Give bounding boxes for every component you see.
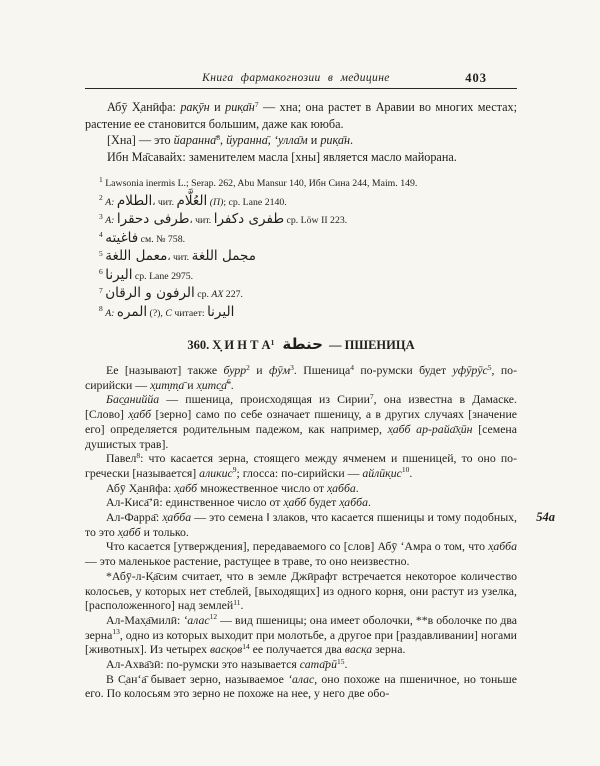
body-paragraph: [85, 569, 517, 613]
text-run: 227.: [223, 289, 243, 300]
body-paragraph: [85, 363, 517, 392]
text-run: по-румски будет: [353, 363, 453, 377]
footnote-item: [85, 192, 517, 211]
section-number: 360.: [187, 338, 210, 352]
text-run: .: [409, 465, 413, 480]
text-run: АХ: [211, 289, 224, 300]
footnote-item: [85, 210, 517, 229]
text-run: айлӣк̣ис: [362, 465, 402, 480]
text-run: х̣абба: [162, 510, 192, 525]
text-run: , оно похоже на пшеничное, но тоньше его. По колосьям это зерно не похоже на нее, у него две обо-: [85, 671, 517, 701]
footnote-item: [85, 303, 517, 322]
text-run: х̣абб: [117, 524, 141, 539]
text-run: .: [344, 657, 348, 672]
footnote-ref: 10: [401, 465, 410, 475]
text-run: Ал-Ахва̄зӣ: по-румски это называется: [106, 657, 300, 672]
text-run: ‘алас: [288, 671, 315, 686]
text-run: ، чит.: [189, 215, 214, 226]
text-run: ,: [219, 133, 227, 147]
text-run: . Пшеница: [293, 363, 351, 377]
text-run: йуранна̄, ‘улла̄м: [226, 133, 308, 147]
footnote-ref: 3: [99, 211, 103, 221]
intro-section: [85, 99, 517, 165]
text-run: рик̣а̄н: [225, 100, 255, 114]
footnote-ref: 5: [487, 362, 492, 372]
body-paragraph: [85, 392, 517, 451]
text-run: аликис: [199, 465, 233, 480]
text-run: Ибн Ма̄савайх: заменителем масла [хны] является масло майорана.: [107, 149, 457, 164]
intro-paragraph: [85, 132, 517, 149]
body-paragraph: [85, 510, 555, 539]
text-run: х̣абб ар-райа̄х̣ӣн: [387, 421, 473, 436]
text-run: будет: [306, 495, 340, 510]
text-run: — это маленькое растение, растущее в траве, то оно неизвестно.: [85, 554, 410, 569]
footnote-ref: 1: [270, 337, 275, 347]
arabic-text: اليرنا: [105, 266, 133, 283]
body-paragraph: [85, 672, 517, 701]
text-run: [Хна] — это: [107, 133, 174, 147]
text-run: А:: [105, 307, 115, 319]
text-run: бурр: [223, 363, 247, 377]
text-run: х̣абб: [283, 495, 307, 510]
page-header: [85, 72, 517, 89]
arabic-text: معمل اللغة: [105, 248, 168, 264]
text-run: А:: [105, 215, 115, 226]
body-paragraph: [85, 495, 517, 510]
text-run: и: [249, 363, 269, 377]
section-title-russian: ПШЕНИЦА: [344, 338, 415, 352]
text-run: ; ср. Lane 2140.: [223, 196, 287, 208]
text-run: х̣абба: [327, 480, 356, 495]
text-run: — вид пшеницы; она имеет оболочки, **в оболочке по два зерна: [85, 612, 517, 642]
text-run: [семена душистых трав].: [85, 421, 517, 451]
arabic-text: طرفى دحقرا: [116, 211, 190, 227]
arabic-text: العُلَّام: [176, 192, 208, 209]
text-run: и: [307, 133, 321, 147]
footnote-ref: 4: [350, 362, 354, 372]
text-run: х̣абб: [128, 407, 152, 422]
footnote-item: [85, 174, 517, 192]
text-run: и: [184, 377, 197, 392]
footnote-ref: 7: [369, 391, 374, 401]
text-run: ср.: [194, 289, 212, 300]
text-run: Павел: [106, 451, 137, 466]
section-dash: —: [329, 338, 342, 352]
text-run: см. № 758.: [138, 233, 186, 245]
body-paragraph: [85, 657, 517, 672]
text-run: Lawsonia inermis L.; Serap. 262, Abu Mansur 140, Ибн Сина 244, Maim. 149.: [102, 178, 418, 189]
text-run: зерна.: [372, 642, 406, 657]
arabic-text: فاغيته: [105, 229, 139, 246]
text-run: .: [230, 377, 234, 392]
text-run: васк̣ов: [209, 642, 243, 657]
footnote-item: [85, 229, 517, 248]
footnote-ref: 8: [99, 304, 103, 313]
page-number: 403: [465, 71, 487, 85]
arabic-text: المره: [116, 303, 148, 320]
text-run: *Абӯ-л-К̣а̄сим считает, что в земле Джӣрафт встречается некоторое количество колосьев, у которых нет стеблей, [выходящих] из одного корня, они растут из узелка, [расположенного] над землей: [85, 568, 517, 613]
text-run: фӯм: [268, 363, 291, 377]
footnote-ref: 14: [242, 641, 250, 651]
footnote-ref: 4: [99, 230, 103, 239]
footnote-ref: 2: [246, 362, 250, 372]
text-run: сата̄рӣ: [299, 657, 337, 672]
section-title-translit: Х̣ И Н Т А: [212, 338, 271, 352]
text-run: ; глосса: по-сирийски —: [236, 465, 363, 480]
text-run: В С̣ан‘а̄ бывает зерно, называемое: [106, 671, 289, 686]
text-run: и: [209, 100, 226, 114]
footnote-ref: 13: [112, 627, 120, 637]
text-run: ее получается два: [249, 642, 345, 657]
text-run: ‘алас: [183, 612, 210, 627]
text-run: .: [240, 598, 244, 613]
text-run: : что касается зерна, стоящего между ячменем и пшеницей, то оно по-гречески [называется]: [85, 451, 517, 480]
body-paragraph: [85, 481, 517, 496]
text-run: (?),: [147, 307, 166, 319]
text-run: и только.: [140, 524, 189, 539]
text-run: (П): [209, 196, 224, 208]
text-run: Ее [называют] также: [106, 363, 224, 377]
arabic-text: اليرنا: [207, 303, 235, 320]
text-run: Бас̱аниййа: [106, 392, 160, 407]
body-paragraph: [85, 451, 517, 480]
text-run: , она известна в Дамаске. [Слово]: [85, 392, 517, 422]
footnote-ref: 12: [209, 612, 218, 622]
text-run: рак̣ӯн: [180, 100, 210, 114]
arabic-text: طفرى دكفرا: [213, 211, 285, 227]
footnote-ref: 2: [99, 193, 103, 202]
text-run: х̣абба: [339, 495, 368, 510]
footnote-ref: 8: [136, 450, 141, 460]
text-run: х̣итс̱а̄: [196, 377, 227, 392]
section-heading: [85, 335, 517, 353]
running-title: Книга фармакогнозии в медицине: [202, 72, 390, 84]
arabic-text: الطلام: [116, 192, 153, 209]
footnote-ref: 3: [290, 362, 294, 372]
text-run: С: [165, 307, 172, 319]
text-run: — хна; она растет в Аравии во многих местах; растение ее становится большим, даже как ююба.: [85, 100, 517, 131]
text-run: ، чит.: [152, 196, 177, 208]
text-run: ср. Löw II 223.: [284, 215, 348, 226]
text-run: х̣ит̣т̣а̄: [150, 377, 185, 392]
page-content: [85, 71, 555, 701]
footnote-ref: 8: [216, 132, 220, 142]
body-paragraph: [85, 613, 517, 657]
intro-paragraph: [85, 149, 517, 166]
footnote-ref: 15: [336, 656, 345, 666]
footnote-item: [85, 266, 517, 285]
text-run: йаранна̄: [173, 133, 217, 147]
text-run: Абӯ Х̣анӣфа:: [106, 480, 175, 495]
footnote-ref: 5: [99, 248, 103, 258]
text-run: Ал-Киса̄’ӣ: единственное число от: [106, 495, 284, 510]
text-run: .: [355, 480, 359, 495]
text-run: Абӯ Х̣анӣфа:: [107, 100, 181, 114]
text-run: А:: [105, 196, 115, 208]
footnotes-section: [85, 174, 517, 321]
text-run: ، чит.: [167, 252, 192, 263]
text-run: читает:: [171, 307, 208, 319]
text-run: .: [367, 495, 371, 510]
text-run: Ал-Мах̣а̄милӣ:: [106, 612, 184, 627]
text-run: множественное число от: [197, 480, 328, 495]
footnote-ref: 6: [226, 377, 231, 387]
footnote-ref: 11: [233, 597, 241, 607]
text-run: ср. Lane 2975.: [132, 270, 194, 282]
text-run: Ал-Фарра̄:: [106, 510, 163, 525]
arabic-text: الرفون و الرقان: [105, 285, 195, 301]
footnote-ref: 1: [99, 174, 103, 184]
header-rule: [85, 88, 517, 89]
text-run: х̣абб: [174, 480, 198, 495]
footnote-ref: 6: [99, 267, 103, 276]
text-run: васк̣а: [344, 642, 373, 657]
body-paragraph: [85, 539, 517, 568]
text-run: уфӯрӯс: [452, 363, 488, 377]
footnote-ref: 7: [99, 285, 103, 295]
text-run: — это семена ‖ злаков, что касается пшеницы и тому подобных, то это: [85, 510, 517, 539]
section-title-arabic: حنطة: [282, 335, 323, 353]
intro-paragraph: [85, 99, 517, 132]
footnote-ref: 9: [232, 465, 237, 475]
footnote-item: [85, 247, 517, 266]
folio-margin-note: 54а: [536, 510, 555, 525]
text-run: .: [350, 133, 354, 147]
text-run: , по-сирийски —: [85, 363, 517, 392]
arabic-text: مجمل اللغة: [191, 248, 256, 264]
text-run: рик̣а̄н: [320, 133, 351, 147]
body-section: [85, 362, 555, 701]
text-run: Что касается [утверждения], передаваемого со [слов] Абӯ ‘Амра о том, что: [106, 539, 489, 554]
text-run: х̣абба: [488, 539, 517, 554]
text-run: [зерно] само по себе означает пшеницу, а в других случаях [значение его] определяется родительным падежом, как например,: [85, 407, 517, 436]
text-run: — пшеница, происходящая из Сирии: [159, 392, 370, 407]
footnote-ref: 7: [254, 99, 259, 109]
footnote-item: [85, 284, 517, 303]
text-run: , одно из которых выходит при молотьбе, а другое при [раздавливании] ногами [животных]. Из четырех: [85, 627, 517, 657]
